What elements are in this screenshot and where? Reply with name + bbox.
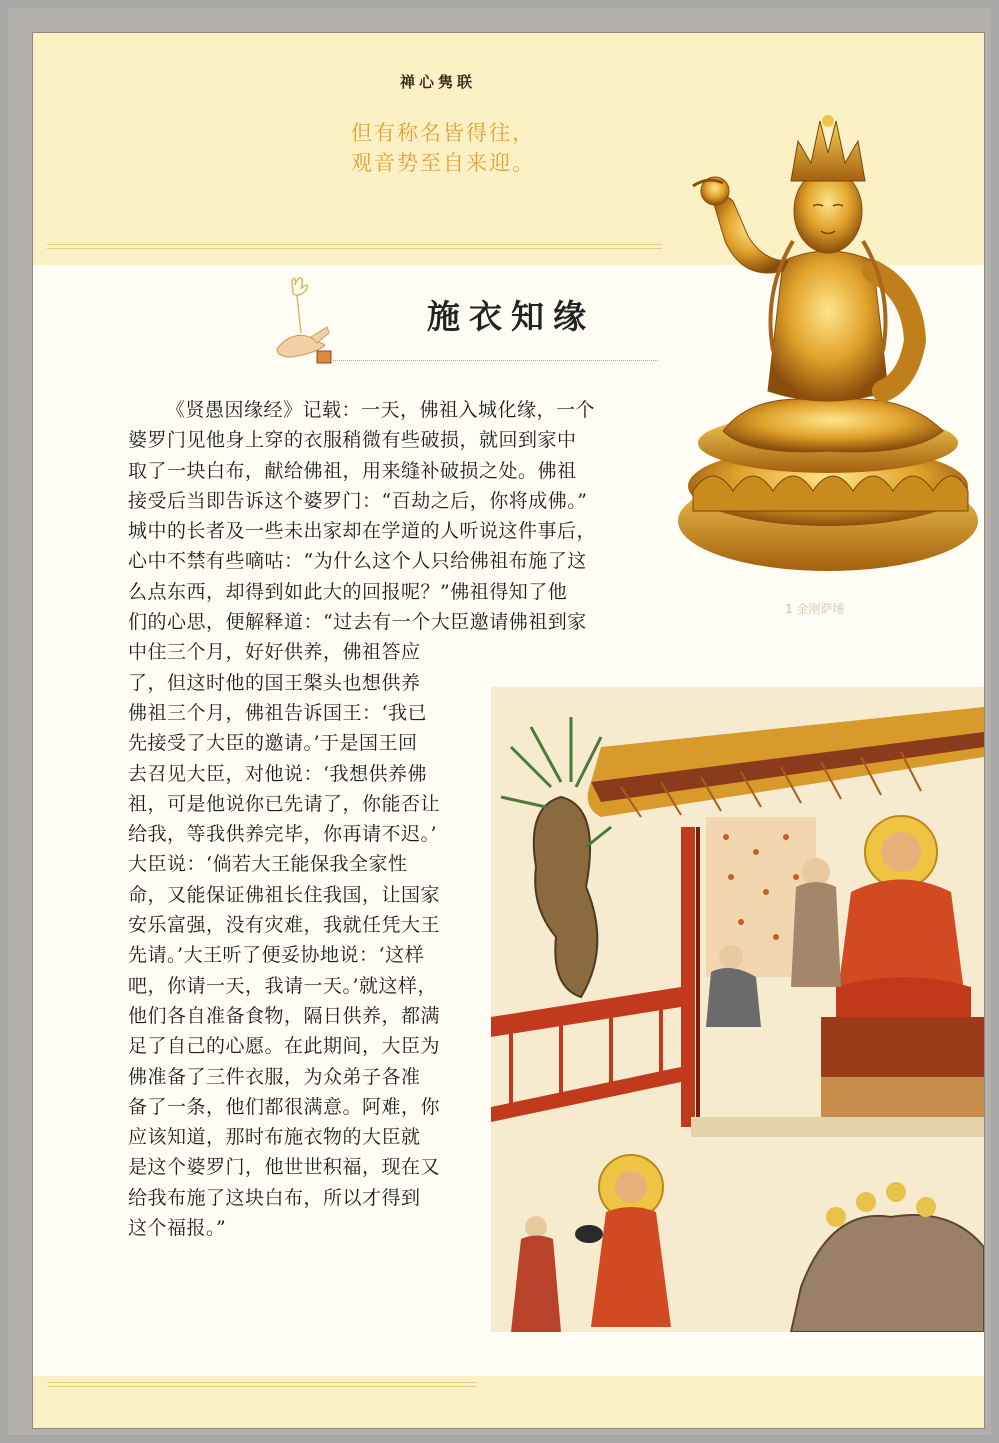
body-line: 大臣说：‘倘若大王能保我全家性	[128, 853, 408, 876]
footer-divider	[47, 1382, 477, 1387]
body-line: 《贤愚因缘经》记载：一天，佛祖入城化缘，一个	[166, 399, 596, 421]
body-line: 安乐富强，没有灾难，我就任凭大王	[128, 914, 441, 937]
body-line: 婆罗门见他身上穿的衣服稍微有些破损，就回到家中	[128, 429, 577, 452]
statue-caption: 1 金刚萨埵	[785, 602, 845, 616]
body-line: 给我，等我供养完毕，你再请不迟。’	[128, 823, 438, 846]
body-line: 佛准备了三件衣服，为众弟子各准	[128, 1065, 421, 1088]
body-line: 吧，你请一天，我请一天。’就这样，	[128, 974, 438, 997]
body-line: 祖，可是他说你已先请了，你能否让	[128, 792, 441, 815]
body-line: 先请。’大王听了便妥协地说：‘这样	[128, 944, 425, 967]
body-line: 心中不禁有些嘀咕：“为什么这个人只给佛祖布施了这	[128, 550, 587, 573]
couplet-line-2: 观音势至自来迎。	[351, 151, 535, 175]
body-line: 备了一条，他们都很满意。阿难，你	[128, 1095, 441, 1118]
title-divider	[333, 360, 658, 361]
body-line: 们的心思，便解释道：“过去有一个大臣邀请佛祖到家	[128, 611, 587, 634]
body-line: 么点东西，却得到如此大的回报呢？”佛祖得知了他	[128, 580, 568, 603]
article-body	[128, 395, 596, 1243]
body-line: 去召见大臣，对他说：‘我想供养佛	[128, 762, 428, 785]
article-title: 施衣知缘	[427, 297, 595, 336]
lotus-hand-icon	[271, 271, 333, 371]
body-line: 是这个婆罗门，他世世积福，现在又	[128, 1156, 441, 1179]
couplet-line-1: 但有称名皆得往，	[351, 121, 535, 145]
series-title: 禅心隽联	[399, 73, 476, 91]
body-line: 城中的长者及一些未出家却在学道的人听说这件事后，	[128, 520, 597, 543]
body-line: 给我布施了这块白布，所以才得到	[128, 1186, 421, 1209]
body-line: 先接受了大臣的邀请。’于是国王回	[128, 732, 418, 755]
body-line: 取了一块白布，献给佛祖，用来缝补破损之处。佛祖	[128, 459, 577, 482]
book-page	[32, 32, 985, 1429]
body-line: 应该知道，那时布施衣物的大臣就	[128, 1126, 421, 1149]
body-line: 中住三个月，好好供养，佛祖答应	[128, 641, 421, 664]
footer-band	[33, 1376, 984, 1428]
body-line: 接受后当即告诉这个婆罗门：“百劫之后，你将成佛。”	[128, 489, 588, 512]
body-line: 足了自己的心愿。在此期间，大臣为	[128, 1035, 441, 1058]
body-line: 佛祖三个月，佛祖告诉国王：‘我已	[128, 701, 428, 724]
body-line: 命，又能保证佛祖长住我国，让国家	[128, 883, 441, 906]
golden-bodhisattva-statue-image	[653, 91, 980, 581]
body-line: 他们各自准备食物，隔日供养，都满	[128, 1004, 441, 1027]
body-line: 这个福报。”	[128, 1217, 227, 1240]
header-divider	[47, 244, 662, 249]
page-frame	[8, 8, 991, 1435]
body-line: 了，但这时他的国王槃头也想供养	[128, 671, 421, 694]
